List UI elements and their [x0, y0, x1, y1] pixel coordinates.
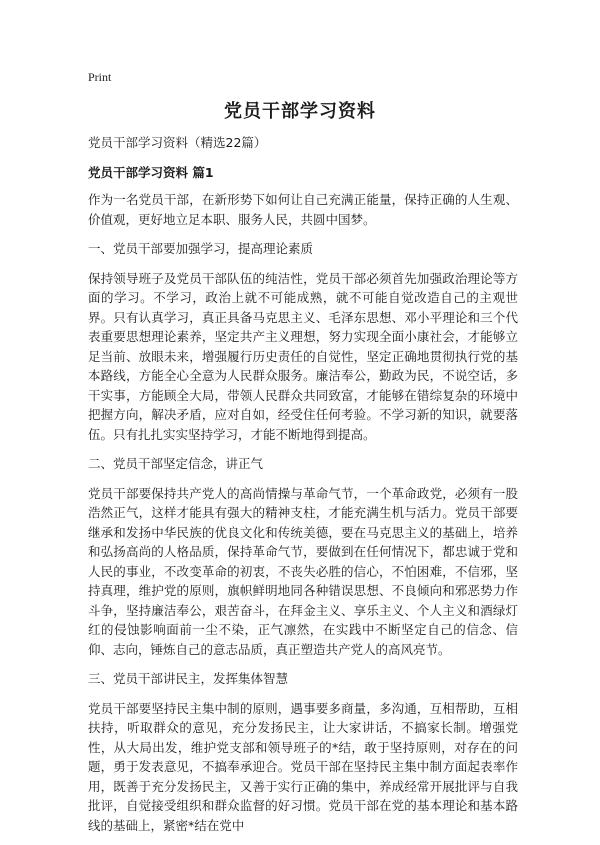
document-body: [88, 133, 518, 845]
document-subtitle: 党员干部学习资料（精选22篇）: [88, 135, 267, 150]
intro-paragraph: 作为一名党员干部，在新形势下如何让自己充满正能量，保持正确的人生观、价值观，更好地立足本职、服务人民，共圆中国梦。: [88, 192, 518, 227]
section-body-2: 党员干部要保持共产党人的高尚情操与革命气节，一个革命政党，必须有一股浩然正气，这样才能具有强大的精神支柱，才能充满生机与活力。党员干部要继承和发扬中华民族的优良文化和传统美德，要在马克思主义的基础上，培养和弘扬高尚的人格品质，保持革命气节，要做到在任何情况下，都忠诚于党和人民的事业，不改变革命的初衷，不丧失必胜的信心，不怕困难，不信邪，坚持真理，维护党的原则，旗帜鲜明地同各种错误思想、不良倾向和邪恶势力作斗争，坚持廉洁奉公，艰苦奋斗，在拜金主义、享乐主义、个人主义和酒绿灯红的侵蚀影响面前一尘不染，正气凛然，在实践中不断坚定自己的信念、信仰、志向，锤炼自己的意志品质，真正塑造共产党人的高风亮节。: [88, 485, 518, 657]
section-heading-3: 三、党员干部讲民主，发挥集体智慧: [88, 671, 289, 686]
print-label: Print: [88, 70, 112, 84]
section-heading-1: 一、党员干部要加强学习，提高理论素质: [88, 241, 314, 256]
article-heading: 党员干部学习资料 篇1: [88, 164, 214, 180]
page-title: 党员干部学习资料: [224, 101, 376, 122]
section-body-1: 保持领导班子及党员干部队伍的纯洁性，党员干部必须首先加强政治理论等方面的学习。不学习，政治上就不可能成熟，就不可能自觉改造自己的主观世界。只有认真学习，真正具备马克思主义、毛泽东思想、邓小平理论和三个代表重要思想理论素养，坚定共产主义理想，努力实现全面小康社会，才能够立足当前、放眼未来，增强履行历史责任的自觉性，坚定正确地贯彻执行党的基本路线，方能全心全意为人民群众服务。廉洁奉公，勤政为民，不说空话，多干实事，方能顾全大局，带领人民群众共同致富，才能够在错综复杂的环境中把握方向，解决矛盾，应对自如，经受住任何考验。不学习新的知识，就要落伍。只有扎扎实实坚持学习，才能不断地得到提高。: [88, 270, 518, 442]
section-body-3: 党员干部要坚持民主集中制的原则，遇事要多商量，多沟通，互相帮助，互相扶持，听取群众的意见，充分发扬民主，让大家讲话，不搞家长制。增强党性，从大局出发，维护党支部和领导班子的*结，敢于坚持原则，对存在的问题，勇于发表意见，不搞奉承迎合。党员干部在坚持民主集中制方面起表率作用，既善于充分发扬民主，又善于实行正确的集中，养成经常开展批评与自我批评，自觉接受组织和群众监督的好习惯。党员干部在党的基本理论和基本路线的基础上，紧密*结在党中: [88, 700, 518, 833]
section-heading-2: 二、党员干部坚定信念，讲正气: [88, 456, 264, 471]
